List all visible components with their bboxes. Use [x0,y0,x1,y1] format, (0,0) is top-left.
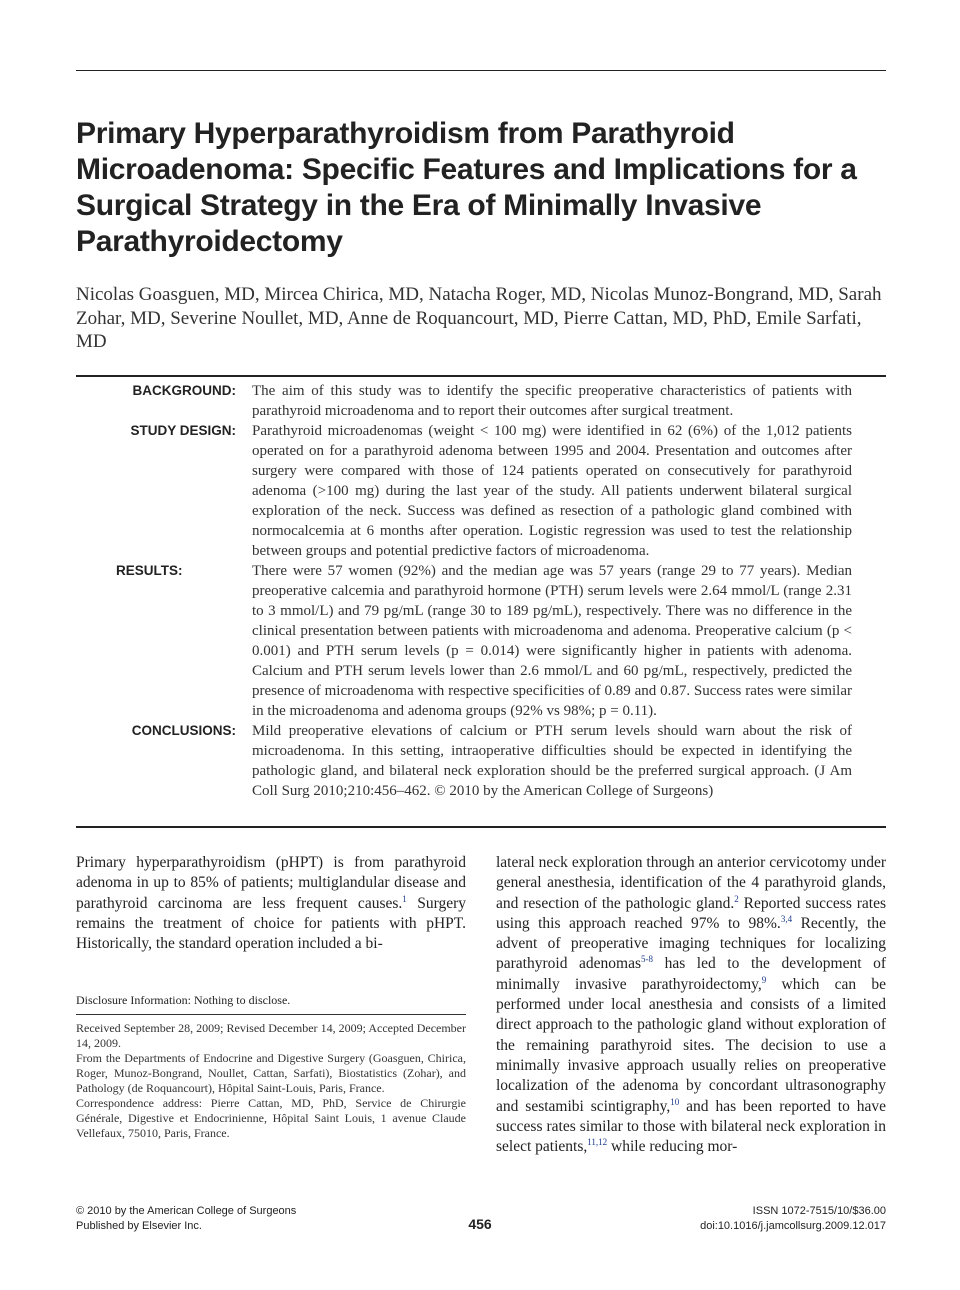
section-label: STUDY DESIGN: [130,423,236,438]
publisher: Published by Elsevier Inc. [76,1220,202,1232]
reference-link[interactable]: 3,4 [780,913,793,924]
abstract-study-design [76,421,886,561]
section-text: Mild preoperative elevations of calcium or PTH serum levels should warn about the risk of microadenoma. In this setting, intraoperative difficulties should be expected in identifying the pathologic gland, and bilateral neck exploration should be the preferred surgical approach. (J Am Coll Surg 2010;210:456–462. © 2010 by the American College of Surgeons) [252,723,852,799]
reference-link[interactable]: 10 [670,1096,680,1107]
section-label: CONCLUSIONS: [131,723,236,738]
page-number: 456 [468,1216,492,1232]
abstract [76,381,886,801]
body-text: lateral neck exploration through an anterior cervicotomy under general anesthesia, identification of the 4 parathyroid glands, and resection of the pathologic gland. [496,854,886,912]
affiliations: From the Departments of Endocrine and Digestive Surgery (Goasguen, Chirica, Roger, Munoz-Bongrand, Noullet, Cattan, Sarfati), Biostatistics (Zohar), and Pathology (de Roquancourt), Hôpital Saint-Louis, Paris, France. [76,1051,466,1095]
body-column-left [76,853,466,954]
section-text: There were 57 women (92%) and the median age was 57 years (range 29 to 77 years). Median preoperative calcemia and parathyroid hormone (PTH) serum levels were 2.64 mmol/L (range 2.31 to 3 mmol/L) and 79 pg/mL (range 30 to 189 pg/mL), respectively. There was no difference in the clinical presentation between patients with microadenoma and adenoma. Preoperative calcium (p < 0.001) and PTH serum levels (p = 0.014) were significantly higher in patients with adenoma. Calcium and PTH serum levels lower than 2.6 mmol/L and 60 pg/mL, respectively, predicted the presence of microadenoma with respective specificities of 0.89 and 0.87. Success rates were similar in the microadenoma and adenoma groups (92% vs 98%; p = 0.11). [252,563,852,719]
received-dates: Received September 28, 2009; Revised December 14, 2009; Accepted December 14, 2009. [76,1021,466,1050]
abstract-results [76,561,886,721]
footer-right [700,1204,886,1234]
article-title: Primary Hyperparathyroidism from Parathyroid Microadenoma: Specific Features and Implications for a Surgical Strategy in the Era of Minimally Invasive Parathyroidectomy [76,117,857,258]
disclosure: Disclosure Information: Nothing to disclose. [76,993,291,1007]
doi[interactable]: doi:10.1016/j.jamcollsurg.2009.12.017 [700,1220,886,1232]
author-list: Nicolas Goasguen, MD, Mircea Chirica, MD, Natacha Roger, MD, Nicolas Munoz-Bongrand, MD, Sarah Zohar, MD, Severine Noullet, MD, Anne de Roquancourt, MD, Pierre Cattan, MD, PhD, Emile Sarfati, MD [76,284,882,352]
section-label: BACKGROUND: [132,383,236,398]
abstract-bottom-rule [76,826,886,828]
abstract-conclusions [76,721,886,801]
section-text: Parathyroid microadenomas (weight < 100 mg) were identified in 62 (6%) of the 1,012 patients operated on for a parathyroid adenoma between 1995 and 2004. Presentation and outcomes after surgery were compared with those of 124 patients operated on consecutively for parathyroid adenoma (>100 mg) during the last year of the study. All patients underwent bilateral surgical exploration of the neck. Success was defined as resection of a pathologic gland combined with normocalcemia at 6 months after operation. Logistic regression was used to test the relationship between groups and potential predictive factors of microadenoma. [252,423,852,559]
copyright: © 2010 by the American College of Surgeons [76,1205,297,1217]
reference-link[interactable]: 1 [402,893,407,904]
reference-link[interactable]: 9 [761,974,767,985]
body-text: and has been reported to have success rates similar to those with bilateral neck exploration in select patients, [496,1097,886,1156]
body-text: while reducing mor- [607,1138,738,1156]
footnotes [76,1021,466,1141]
body-text: Reported success rates using this approach reached 97% to 98%. [496,894,886,932]
footnote-rule [76,1014,466,1015]
abstract-top-rule [76,375,886,377]
abstract-background [76,381,886,421]
correspondence: Correspondence address: Pierre Cattan, MD, PhD, Service de Chirurgie Générale, Digestive et Endocrinienne, Hôpital Saint Louis, 1 avenue Claude Vellefaux, 75010, Paris, France. [76,1096,466,1140]
body-text: has led to the development of minimally invasive parathyroidectomy, [496,955,886,993]
body-text: which can be performed under local anesthesia and consists of a limited direct approach to the pathologic gland without exploration of the remaining parathyroid sites. The decision to use a minimally invasive approach usually relies on preoperative localization of the adenoma by concordant ultrasonography and sestamibi scintigraphy, [496,975,886,1115]
body-text: Primary hyperparathyroidism (pHPT) is from parathyroid adenoma in up to 85% of patients; multiglandular disease and parathyroid carcinoma are less frequent causes. [76,854,466,912]
body-paragraph [76,853,466,954]
reference-link[interactable]: 5-8 [641,954,653,965]
body-text: Surgery remains the treatment of choice for patients with pHPT. Historically, the standard operation included a bi- [76,894,466,953]
reference-link[interactable]: 2 [734,893,739,904]
reference-link[interactable]: 11,12 [587,1137,608,1148]
top-rule [76,70,886,71]
body-column-right [496,853,886,1157]
section-label: RESULTS: [116,563,183,578]
issn: ISSN 1072-7515/10/$36.00 [752,1205,886,1217]
body-paragraph [496,853,886,1157]
body-text: Recently, the advent of preoperative imaging techniques for localizing parathyroid adenomas [496,914,886,973]
section-text: The aim of this study was to identify the specific preoperative characteristics of patients with parathyroid microadenoma and to report their outcomes after surgical treatment. [252,383,852,419]
